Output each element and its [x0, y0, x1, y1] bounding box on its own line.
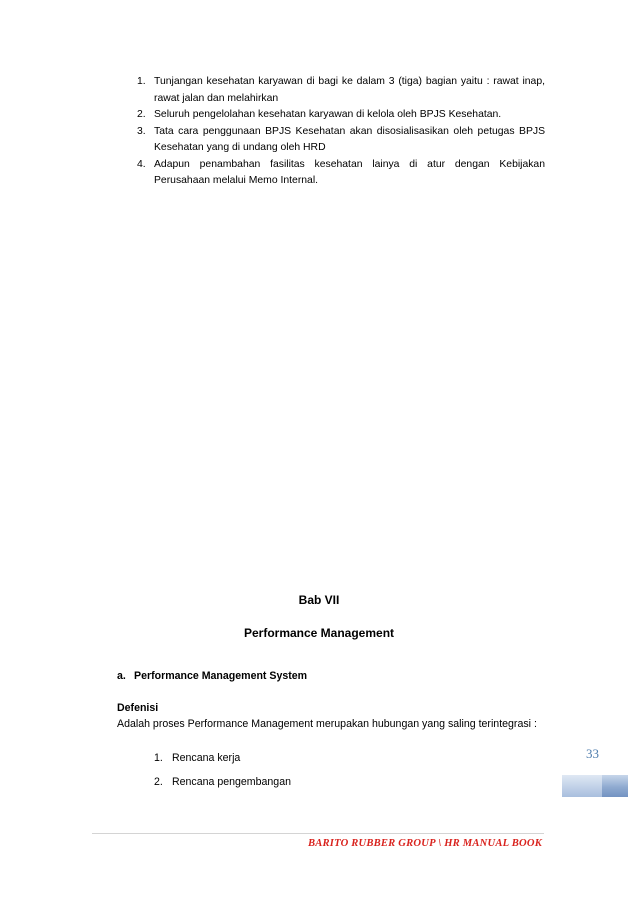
definition-title: Defenisi: [117, 702, 159, 714]
section-heading: [117, 670, 307, 682]
page-tab-highlight: [562, 775, 602, 797]
list-item-text: Seluruh pengelolahan kesehatan karyawan di kelola oleh BPJS Kesehatan.: [154, 109, 502, 120]
list-item-number: 4.: [137, 158, 146, 170]
list-item: [120, 74, 545, 107]
list-item-text: Rencana pengembangan: [172, 776, 291, 788]
list-item-number: 2.: [154, 776, 163, 788]
definition-body: Adalah proses Performance Management merupakan hubungan yang saling terintegrasi :: [117, 718, 537, 730]
section-title: Performance Management System: [134, 670, 308, 682]
list-item-number: 3.: [137, 125, 146, 137]
list-item: [154, 770, 291, 794]
list-item-text: Adapun penambahan fasilitas kesehatan lainya di atur dengan Kebijakan Perusahaan melalui Memo Internal.: [154, 158, 545, 186]
list-item-text: Tata cara penggunaan BPJS Kesehatan akan disosialisasikan oleh petugas BPJS Kesehatan yang di undang oleh HRD: [154, 125, 545, 153]
chapter-title: Performance Management: [243, 626, 395, 640]
list-item-text: Tunjangan kesehatan karyawan di bagi ke dalam 3 (tiga) bagian yaitu : rawat inap, rawat jalan dan melahirkan: [154, 76, 545, 104]
footer-divider: [92, 833, 544, 834]
list-item: [120, 124, 545, 157]
list-item: [120, 157, 545, 190]
list-item: [120, 107, 545, 124]
health-benefits-list: [120, 74, 545, 190]
list-item-number: 1.: [154, 752, 163, 764]
chapter-label: Bab VII: [298, 593, 340, 607]
performance-list: [154, 746, 291, 794]
list-item-text: Rencana kerja: [172, 752, 241, 764]
list-item: [154, 746, 291, 770]
page-number: 33: [586, 746, 599, 761]
list-item-number: 1.: [137, 76, 146, 87]
footer-text: BARITO RUBBER GROUP \ HR MANUAL BOOK: [307, 838, 542, 849]
section-label: a.: [117, 670, 126, 682]
list-item-number: 2.: [137, 109, 146, 120]
